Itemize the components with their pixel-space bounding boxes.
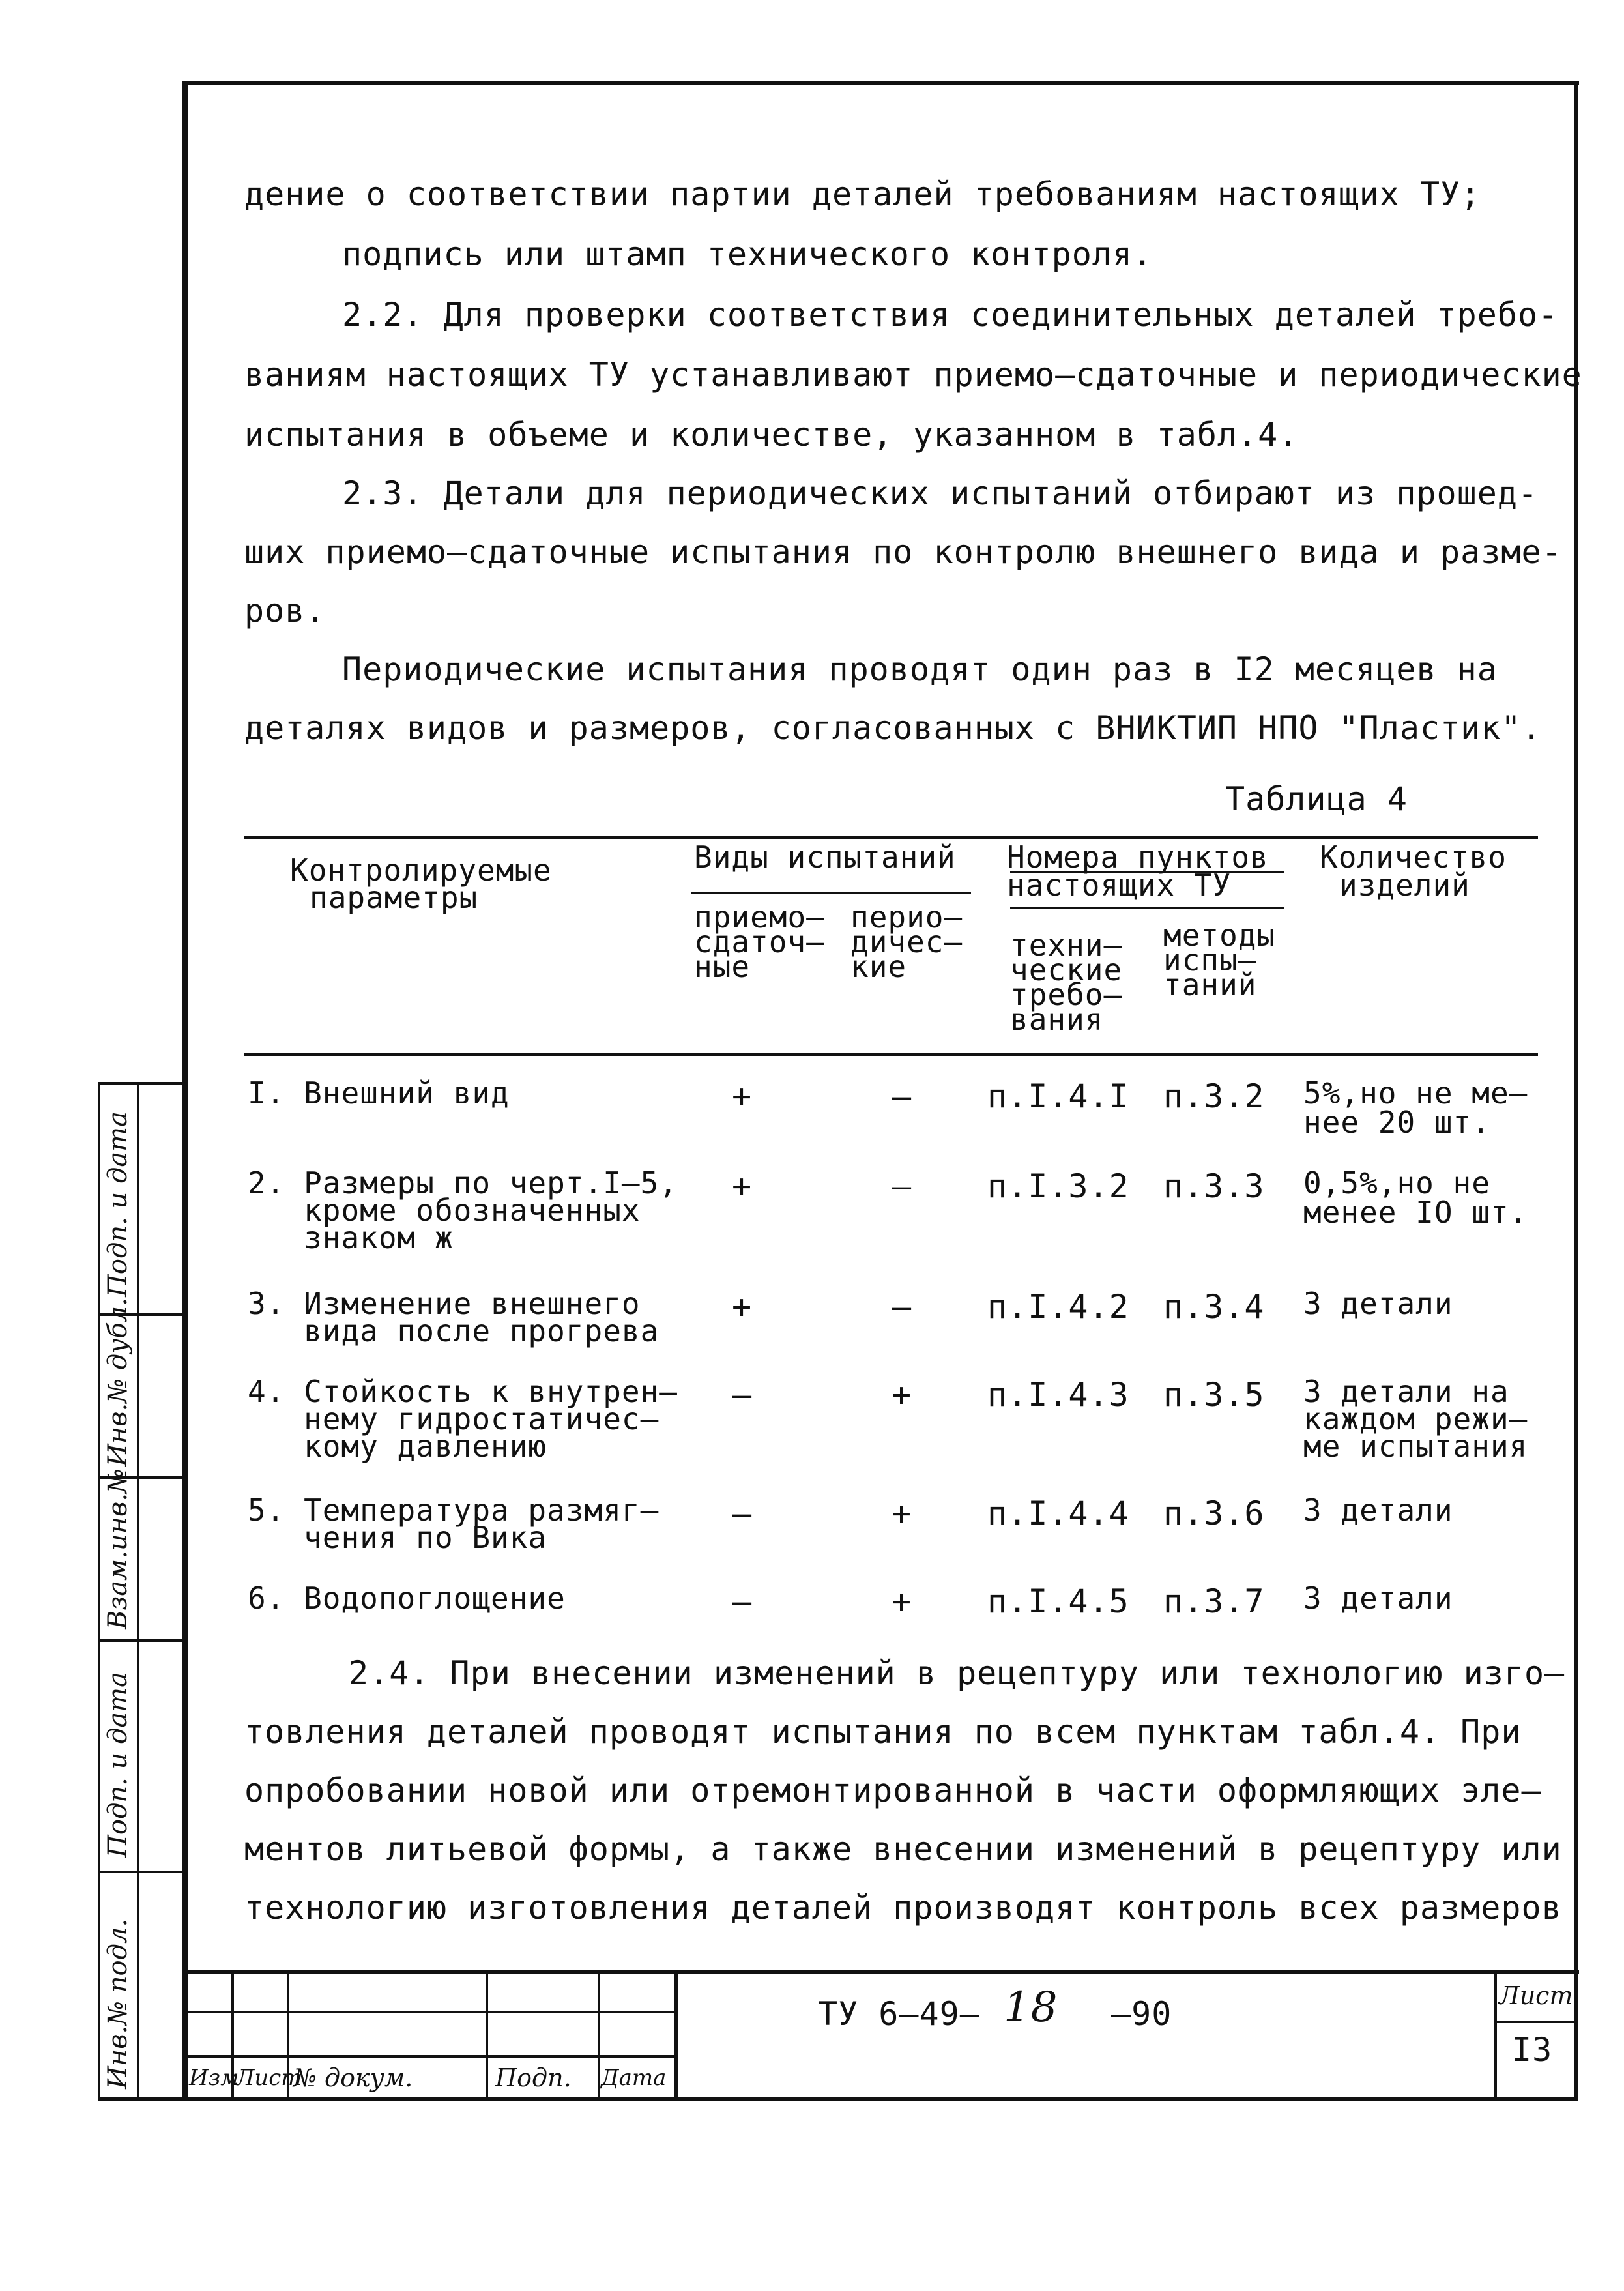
stamp-col-rule <box>598 1970 600 2097</box>
table-cell-qty: 3 детали на <box>1303 1374 1509 1409</box>
header-tech: техни– <box>1010 927 1123 963</box>
paragraph-line: ших приемо–сдаточные испытания по контролю внешнего вида и разме- <box>244 533 1562 571</box>
stamp-col-date: Дата <box>601 2065 667 2091</box>
table-cell-qty: ме испытания <box>1303 1429 1528 1464</box>
numbers-underline-2 <box>1010 907 1284 909</box>
table-header-rule <box>244 1053 1538 1056</box>
sheet-number: I3 <box>1512 2031 1553 2069</box>
types-underline <box>691 892 971 894</box>
table-row-param: 4. Стойкость к внутрен– <box>248 1374 678 1409</box>
header-tech: требо– <box>1010 977 1123 1012</box>
header-types: Виды испытаний <box>694 839 956 875</box>
table-top-rule <box>244 836 1538 839</box>
paragraph-line: 2.4. При внесении изменений в рецептуру или технологию изго– <box>349 1654 1565 1692</box>
table-row-param: чения по Вика <box>248 1520 547 1555</box>
paragraph-line: технологию изготовления деталей производят контроль всех размеров <box>244 1889 1562 1927</box>
table-cell-tech: п.I.4.4 <box>987 1495 1129 1532</box>
stamp-col-rule <box>674 1970 678 2097</box>
table-cell-acceptance: + <box>732 1077 753 1115</box>
table-cell-acceptance: – <box>732 1583 753 1620</box>
table-row-param: 6. Водопоглощение <box>248 1581 566 1616</box>
paragraph-line: дение о соответствии партии деталей требованиям настоящих ТУ; <box>244 175 1481 213</box>
table-cell-tech: п.I.4.3 <box>987 1376 1129 1414</box>
document-code-number: 18 <box>1004 1983 1058 2032</box>
header-methods: методы <box>1163 918 1276 953</box>
header-acceptance: приемо– <box>694 899 825 935</box>
stamp-col-rule <box>1494 1970 1497 2097</box>
table-cell-qty: 0,5%,но не <box>1303 1165 1490 1201</box>
stamp-top-rule <box>184 1970 1579 1974</box>
table-cell-method: п.3.7 <box>1163 1583 1265 1620</box>
table-cell-tech: п.I.4.5 <box>987 1583 1129 1620</box>
header-numbers: настоящих ТУ <box>1007 868 1232 903</box>
paragraph-line: деталях видов и размеров, согласованных с ВНИКТИП НПО "Пластик". <box>244 709 1542 747</box>
stamp-col-doc: № докум. <box>293 2064 413 2092</box>
stamp-row-rule <box>184 2055 676 2058</box>
table-row-param: 3. Изменение внешнего <box>248 1286 641 1321</box>
table-cell-qty: 3 детали <box>1303 1493 1453 1528</box>
table-cell-method: п.3.2 <box>1163 1077 1265 1115</box>
document-code-suffix: –90 <box>1111 1995 1172 2033</box>
paragraph-line: Периодические испытания проводят один раз в I2 месяцев на <box>342 650 1498 688</box>
table-row-param: знаком ж <box>248 1220 454 1255</box>
side-stamp <box>98 1082 182 2101</box>
table-row-param: кроме обозначенных <box>248 1193 641 1228</box>
paragraph-line: ров. <box>244 592 326 630</box>
document-code-prefix: ТУ 6–49– <box>818 1995 980 2033</box>
table-cell-acceptance: + <box>732 1288 753 1326</box>
side-label-sign-date-2: Подп. и дата <box>103 1672 133 1858</box>
stamp-col-sign: Подп. <box>495 2064 572 2092</box>
paragraph-line: опробовании новой или отремонтированной в части оформляющих эле– <box>244 1772 1542 1809</box>
table-cell-periodic: – <box>892 1077 912 1115</box>
table-cell-method: п.3.5 <box>1163 1376 1265 1414</box>
header-param: Контролируемые <box>290 853 552 888</box>
table-cell-qty: 3 детали <box>1303 1581 1453 1616</box>
table-caption: Таблица 4 <box>1225 780 1408 818</box>
header-qty: изделий <box>1339 868 1470 903</box>
stamp-col-list: Лист <box>236 2065 302 2091</box>
header-tech: вания <box>1010 1002 1104 1037</box>
table-cell-periodic: – <box>892 1167 912 1205</box>
table-row-param: нему гидростатичес– <box>248 1401 660 1437</box>
table-cell-periodic: + <box>892 1583 912 1620</box>
paragraph-line: ментов литьевой формы, а также внесении изменений в рецептуру или <box>244 1830 1562 1868</box>
header-param: параметры <box>310 880 478 915</box>
side-label-dup-inv: Инв.№ дубл. <box>103 1298 133 1467</box>
paragraph-line: ваниям настоящих ТУ устанавливают приемо–сдаточные и периодические <box>244 356 1582 394</box>
header-periodic: кие <box>850 949 907 984</box>
table-row-param: вида после прогрева <box>248 1313 660 1349</box>
table-row-param: I. Внешний вид <box>248 1075 510 1111</box>
side-stamp-rule <box>98 1871 182 1873</box>
side-stamp-rule <box>98 1082 182 1085</box>
paragraph-line: испытания в объеме и количестве, указанном в табл.4. <box>244 416 1299 454</box>
paragraph-line: товления деталей проводят испытания по всем пунктам табл.4. При <box>244 1713 1522 1751</box>
header-qty: Количество <box>1320 839 1507 875</box>
header-methods: таний <box>1163 967 1257 1002</box>
paragraph-line: подпись или штамп технического контроля. <box>342 235 1153 273</box>
side-stamp-rule <box>98 1639 182 1642</box>
table-cell-periodic: – <box>892 1288 912 1326</box>
table-cell-qty: 5%,но не ме– <box>1303 1075 1528 1111</box>
table-cell-tech: п.I.4.2 <box>987 1288 1129 1326</box>
stamp-col-izm: Изм <box>189 2065 239 2091</box>
table-cell-qty: 3 детали <box>1303 1286 1453 1321</box>
stamp-col-rule <box>486 1970 488 2097</box>
side-label-replace-inv: Взам.инв.№ <box>103 1468 133 1629</box>
paragraph-line: 2.3. Детали для периодических испытаний отбирают из прошед- <box>342 474 1539 512</box>
table-row-param: 2. Размеры по черт.I–5, <box>248 1165 678 1201</box>
table-cell-acceptance: – <box>732 1495 753 1532</box>
table-cell-tech: п.I.4.I <box>987 1077 1129 1115</box>
header-acceptance: сдаточ– <box>694 924 825 959</box>
frame-bottom <box>98 2097 1578 2101</box>
table-cell-periodic: + <box>892 1495 912 1532</box>
table-cell-acceptance: – <box>732 1376 753 1414</box>
side-stamp-divider <box>137 1082 139 2101</box>
table-cell-qty: каждом режи– <box>1303 1401 1528 1437</box>
side-label-orig-inv: Инв.№ подл. <box>103 1918 133 2089</box>
side-stamp-border <box>98 1082 100 2101</box>
table-cell-qty: менее IO шт. <box>1303 1195 1528 1230</box>
table-cell-method: п.3.3 <box>1163 1167 1265 1205</box>
frame-top <box>184 81 1579 85</box>
header-methods: испы– <box>1163 942 1257 978</box>
stamp-sheet-rule <box>1496 2021 1577 2023</box>
header-tech: ческие <box>1010 952 1123 987</box>
stamp-row-rule <box>184 2011 676 2013</box>
header-numbers: Номера пунктов <box>1007 839 1269 875</box>
header-acceptance: ные <box>694 949 751 984</box>
table-cell-periodic: + <box>892 1376 912 1414</box>
frame-left <box>182 81 188 2101</box>
side-label-sign-date: Подп. и дата <box>103 1111 133 1297</box>
header-periodic: перио– <box>850 899 963 935</box>
table-row-param: кому давлению <box>248 1429 547 1464</box>
table-cell-method: п.3.4 <box>1163 1288 1265 1326</box>
header-periodic: дичес– <box>850 924 963 959</box>
sheet-label: Лист <box>1499 1981 1573 2010</box>
paragraph-line: 2.2. Для проверки соответствия соединительных деталей требо- <box>342 296 1559 334</box>
table-cell-tech: п.I.3.2 <box>987 1167 1129 1205</box>
table-cell-qty: нее 20 шт. <box>1303 1105 1490 1140</box>
table-row-param: 5. Температура размяг– <box>248 1493 660 1528</box>
table-cell-acceptance: + <box>732 1167 753 1205</box>
table-cell-method: п.3.6 <box>1163 1495 1265 1532</box>
